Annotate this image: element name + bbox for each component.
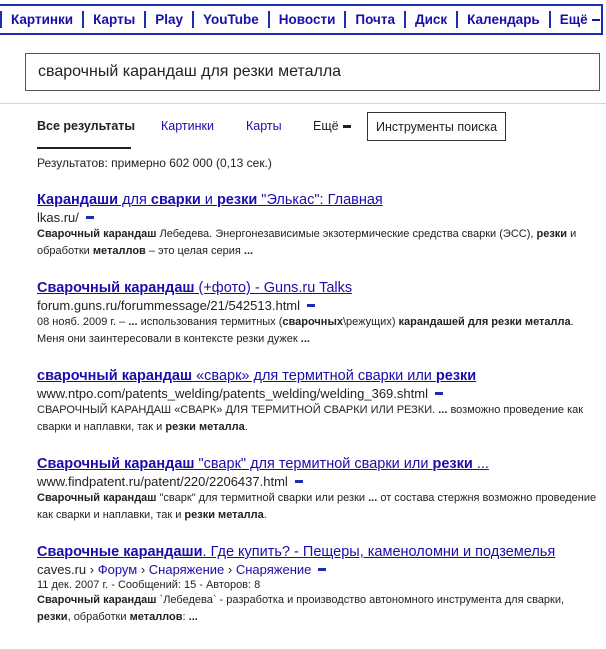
result-url-text: www.findpatent.ru/patent/220/2206437.html <box>37 474 288 489</box>
url-menu-icon[interactable] <box>295 480 303 483</box>
tab-more-label: Ещё <box>313 119 339 133</box>
nav-more-label: Ещё <box>559 12 588 27</box>
top-navigation <box>0 4 603 35</box>
nav-play[interactable]: Play <box>144 11 192 28</box>
search-result <box>37 191 597 260</box>
search-result <box>37 543 597 626</box>
result-url-text: forum.guns.ru/forummessage/21/542513.html <box>37 298 301 313</box>
breadcrumb-link[interactable]: Снаряжение <box>148 562 225 577</box>
result-url <box>37 297 597 314</box>
search-result <box>37 367 597 436</box>
nav-news[interactable]: Новости <box>268 11 345 28</box>
result-url <box>37 473 597 490</box>
result-snippet: 08 нояб. 2009 г. – ... использования термитных (сварочных\режущих) карандашей для резки металла. Меня они заинтересовали в контексте резки дужек ... <box>37 316 574 345</box>
result-snippet: Сварочный карандаш `Лебедева` - разработка и производство автономного инструмента для сварки, резки, обработки металлов: ... <box>37 594 565 623</box>
search-input[interactable] <box>26 54 599 90</box>
result-stats: Результатов: примерно 602 000 (0,13 сек.) <box>37 156 272 170</box>
result-title-link[interactable]: Сварочный карандаш "сварк" для термитной сварки или резки ... <box>37 456 489 472</box>
result-snippet: Сварочный карандаш Лебедева. Энергонезависимые экзотермические средства сварки (ЭСС), резки и обработки металлов – это целая серия ... <box>37 228 577 257</box>
search-result <box>37 455 597 524</box>
nav-mail[interactable]: Почта <box>344 11 404 28</box>
nav-more[interactable] <box>549 11 606 28</box>
tab-all-results[interactable]: Все результаты <box>37 104 131 149</box>
nav-calendar[interactable]: Календарь <box>456 11 549 28</box>
result-title-link[interactable]: Сварочные карандаши. Где купить? - Пещеры, каменоломни и подземелья <box>37 544 556 560</box>
breadcrumb-link[interactable]: Форум <box>97 562 138 577</box>
url-menu-icon[interactable] <box>435 392 443 395</box>
chevron-down-icon <box>592 19 600 21</box>
search-result <box>37 279 597 348</box>
result-snippet: Сварочный карандаш "сварк" для термитной сварки или резки ... от состава стержня возможно проведение как сварки и наплавки, так и резки металла. <box>37 492 597 521</box>
result-snippet: СВАРОЧНЫЙ КАРАНДАШ «СВАРК» ДЛЯ ТЕРМИТНОЙ СВАРКИ ИЛИ РЕЗКИ. ... возможно проведение как сварки и наплавки, так и резки металла. <box>37 404 584 433</box>
result-url-text: www.ntpo.com/patents_welding/patents_welding/welding_369.shtml <box>37 386 428 401</box>
nav-images[interactable]: Картинки <box>0 11 82 28</box>
search-tabs <box>0 104 606 149</box>
result-title-link[interactable]: Карандаши для сварки и резки "Элькас": Главная <box>37 192 383 208</box>
nav-youtube[interactable]: YouTube <box>192 11 268 28</box>
result-url-text: lkas.ru/ <box>37 210 79 225</box>
tab-maps[interactable]: Карты <box>246 119 282 133</box>
nav-maps[interactable]: Карты <box>82 11 144 28</box>
url-menu-icon[interactable] <box>86 216 94 219</box>
tab-more[interactable] <box>313 104 351 149</box>
result-title-link[interactable]: сварочный карандаш «сварк» для термитной сварки или резки <box>37 368 477 384</box>
chevron-down-icon <box>343 125 351 128</box>
result-url <box>37 385 597 402</box>
result-url <box>37 209 597 226</box>
url-menu-icon[interactable] <box>307 304 315 307</box>
tab-images[interactable]: Картинки <box>161 119 214 133</box>
result-url: caves.ru › Форум › Снаряжение › Снаряжение <box>37 561 597 578</box>
search-box <box>25 53 600 91</box>
nav-drive[interactable]: Диск <box>404 11 456 28</box>
result-title-link[interactable]: Сварочный карандаш (+фото) - Guns.ru Talks <box>37 280 353 296</box>
breadcrumb-link[interactable]: Снаряжение <box>235 562 312 577</box>
result-url-text: caves.ru <box>37 562 87 577</box>
result-meta: 11 дек. 2007 г. - Сообщений: 15 - Авторов: 8 <box>37 579 261 591</box>
url-menu-icon[interactable] <box>318 568 326 571</box>
search-tools-button[interactable]: Инструменты поиска <box>367 112 506 141</box>
